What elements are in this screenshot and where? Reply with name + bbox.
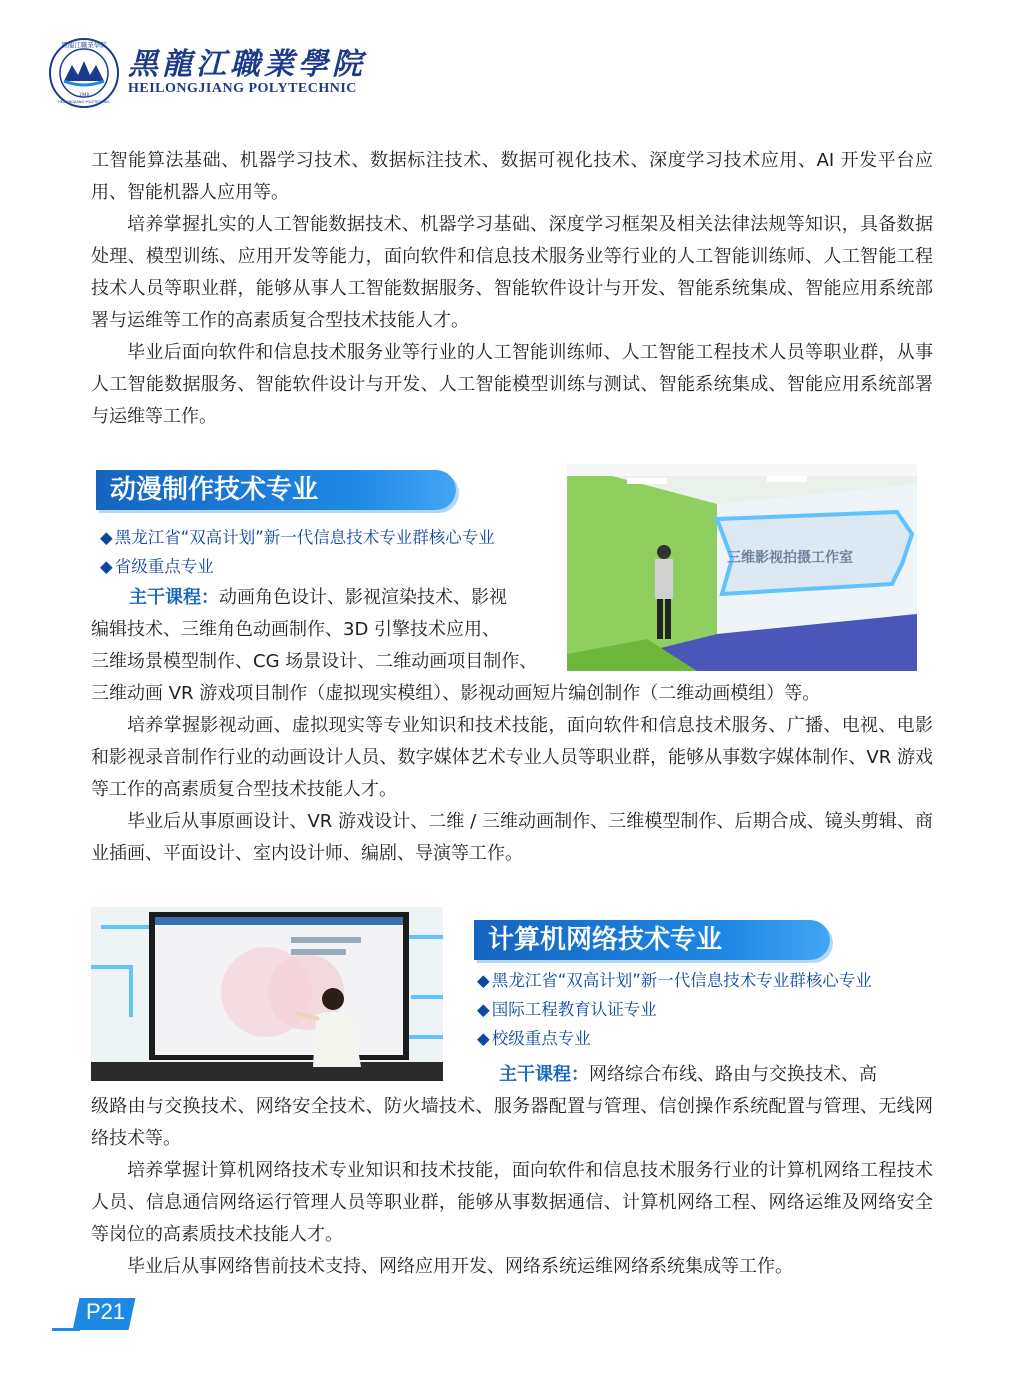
network-bullet-2: ◆ 国际工程教育认证专业 — [477, 1000, 657, 1019]
course-label: 主干课程： — [499, 1064, 589, 1085]
network-bullet-1: ◆ 黑龙江省“双高计划”新一代信息技术专业群核心专业 — [477, 971, 872, 990]
course-line: 三维动画 VR 游戏项目制作（虚拟现实模组）、影视动画短片编创制作（二维动画模组）等。 — [91, 683, 821, 704]
network-bullets — [477, 966, 933, 1053]
course-line: 动画角色设计、影视渲染技术、影视 — [219, 587, 507, 608]
animation-bullets — [100, 523, 560, 581]
network-paragraph-2: 培养掌握计算机网络技术专业知识和技术技能，面向软件和信息技术服务行业的计算机网络工程技术人员、信息通信网络运行管理人员等职业群，能够从事数据通信、计算机网络工程、网络运维及网络安全等岗位的高素质技术技能人才。 — [91, 1160, 933, 1245]
diamond-bullet-icon: ◆ — [100, 557, 113, 576]
page-number: P21 — [86, 1299, 126, 1324]
diamond-bullet-icon: ◆ — [477, 1000, 490, 1019]
school-emblem-icon — [48, 37, 120, 109]
logo-text-cn: 黑龍江職業學院 — [128, 47, 366, 82]
diamond-bullet-icon: ◆ — [477, 971, 490, 990]
network-section-title: 计算机网络技术专业 — [474, 920, 830, 960]
emblem-ring-text: 黑龍江職業學院 — [61, 41, 107, 49]
network-paragraph-3: 毕业后从事网络售前技术支持、网络应用开发、网络系统运维网络系统集成等工作。 — [127, 1256, 793, 1277]
network-courses — [91, 1059, 933, 1283]
animation-bullet-1: ◆ 黑龙江省“双高计划”新一代信息技术专业群核心专业 — [100, 528, 495, 547]
network-bullet-3: ◆ 校级重点专业 — [477, 1029, 591, 1048]
school-logo — [48, 41, 366, 104]
diamond-bullet-icon: ◆ — [477, 1029, 490, 1048]
animation-bullet-2: ◆ 省级重点专业 — [100, 557, 214, 576]
diamond-bullet-icon: ◆ — [100, 528, 113, 547]
page-number-badge — [52, 1298, 132, 1332]
course-line: 级路由与交换技术、网络安全技术、防火墙技术、服务器配置与管理、信创操作系统配置与管理、无线网络技术等。 — [91, 1096, 933, 1149]
animation-studio-photo — [567, 464, 917, 671]
intro-paragraph-2: 培养掌握扎实的人工智能数据技术、机器学习基础、深度学习框架及相关法律法规等知识，具备数据处理、模型训练、应用开发等能力，面向软件和信息技术服务业等行业的人工智能训练师、人工智能工程技术人员等职业群，能够从事人工智能数据服务、智能软件设计与开发、智能系统集成、智能应用系统部署与运维等工作的高素质复合型技术技能人才。 — [91, 214, 933, 331]
animation-paragraph-3: 毕业后从事原画设计、VR 游戏设计、二维 / 三维动画制作、三维模型制作、后期合成、镜头剪辑、商业插画、平面设计、室内设计师、编剧、导演等工作。 — [91, 811, 933, 864]
animation-section-title: 动漫制作技术专业 — [96, 470, 456, 510]
logo-text — [128, 49, 366, 97]
course-line: 编辑技术、三维角色动画制作、3D 引擎技术应用、 — [91, 619, 501, 640]
emblem-en-text: HEILONGJIANG POLYTECHNIC — [57, 100, 111, 104]
emblem-year: 1948 — [78, 92, 90, 97]
intro-paragraph-3: 毕业后面向软件和信息技术服务业等行业的人工智能训练师、人工智能工程技术人员等职业群，从事人工智能数据服务、智能软件设计与开发、人工智能模型训练与测试、智能系统集成、智能应用系统部署与运维等工作。 — [91, 342, 933, 427]
course-label: 主干课程： — [129, 587, 219, 608]
ai-major-text — [91, 145, 933, 433]
animation-paragraph-2: 培养掌握影视动画、虚拟现实等专业知识和技术技能，面向软件和信息技术服务、广播、电视、电影和影视录音制作行业的动画设计人员、数字媒体艺术专业人员等职业群，能够从事数字媒体制作、VR 游戏等工作的高素质复合型技术技能人才。 — [91, 715, 933, 800]
course-line: 三维场景模型制作、CG 场景设计、二维动画项目制作、 — [91, 651, 538, 672]
studio-sign-text: 三维影视拍摄工作室 — [727, 550, 853, 566]
intro-paragraph-1: 工智能算法基础、机器学习技术、数据标注技术、数据可视化技术、深度学习技术应用、AI 开发平台应用、智能机器人应用等。 — [91, 150, 933, 203]
logo-text-en: HEILONGJIANG POLYTECHNIC — [128, 81, 357, 96]
course-line: 网络综合布线、路由与交换技术、高 — [589, 1064, 877, 1085]
network-class-photo — [91, 907, 443, 1081]
